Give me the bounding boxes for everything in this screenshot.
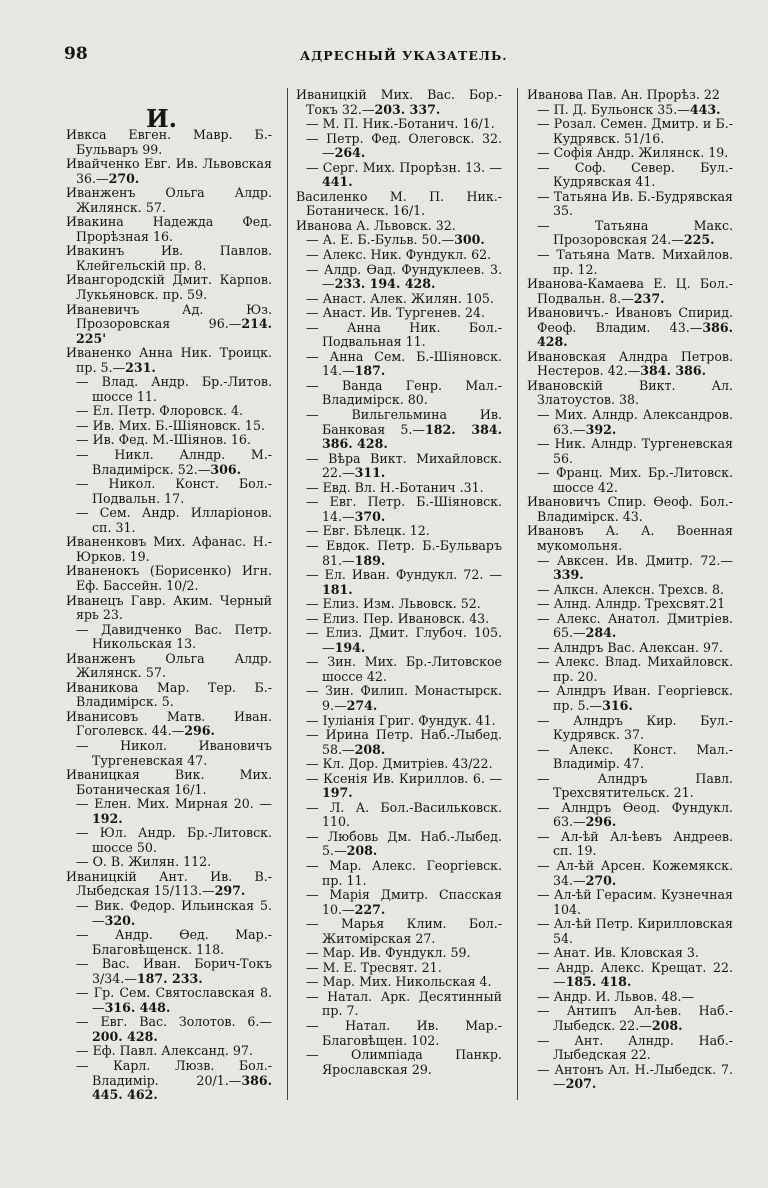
directory-entry: — Софія Андр. Жилянск. 19. (537, 145, 729, 161)
directory-entry: — Ал-ѣй Петр. Кирилловская 54. (537, 916, 733, 946)
directory-entry: — Марья Клим. Бол.-Житомірская 27. (306, 916, 502, 946)
directory-entry: — Никол. Ивановичъ Тургеневская 47. (76, 737, 272, 768)
directory-entry: — Ирина Петр. Наб.-Лыбед. 58.—208. (306, 727, 502, 757)
directory-entry: — Никл. Алндр. М.-Владимірск. 52.—306. (76, 447, 272, 477)
directory-entry: — Ив. Фед. М.-Шіянов. 16. (76, 432, 251, 448)
directory-entry: — Мар. Алекс. Георгіевск. пр. 11. (306, 857, 502, 888)
directory-entry: — Анат. Ив. Кловская 3. (537, 945, 699, 961)
directory-entry: — Никол. Конст. Бол.-Подвальн. 17. (76, 476, 272, 506)
directory-entry: — Алндръ Кир. Бул.-Кудрявск. 37. (537, 712, 733, 743)
directory-entry: Иваневичъ Ад. Юз. Прозоровская 96.—214. 225' (66, 301, 272, 346)
directory-entry: — Вѣра Викт. Михайловск. 22.—311. (306, 450, 502, 481)
directory-entry: — Ксенія Ив. Кириллов. 6. —197. (306, 770, 502, 801)
directory-entry: — Олимпіада Панкр. Ярославская 29. (306, 1047, 502, 1077)
directory-entry: — Ел. Иван. Фундукл. 72. —181. (306, 567, 502, 597)
directory-entry: — Розал. Семен. Дмитр. и Б.-Кудрявск. 51/16. (537, 116, 733, 146)
directory-entry: — О. В. Жилян. 112. (76, 854, 212, 870)
column-3 (527, 88, 733, 1092)
directory-entry: — Алекс. Конст. Мал.-Владимір. 47. (537, 741, 733, 772)
directory-entry: Василенко М. П. Ник.-Ботаническ. 16/1. (296, 188, 502, 219)
directory-entry: Иванецъ Гавр. Аким. Черный ярь 23. (66, 592, 272, 623)
directory-entry: — Татьяна Матв. Михайлов. пр. 12. (537, 247, 733, 277)
directory-entry: — Ал-ѣй Ал-ѣевъ Андреев. сп. 19. (537, 828, 733, 859)
directory-entry: Иваненко Анна Ник. Троицк. пр. 5.—231. (66, 345, 272, 375)
directory-entry: — Андр. Өед. Мар.-Благовѣщенск. 118. (76, 927, 272, 957)
directory-entry: — Алндръ Иван. Георгіевск. пр. 5.—316. (537, 683, 733, 713)
directory-entry: — Анаст. Алек. Жилян. 105. (306, 290, 494, 306)
directory-entry: Ивановскій Викт. Ал. Златоустов. 38. (527, 377, 733, 408)
directory-entry: — Серг. Мих. Прорѣзн. 13. —441. (306, 159, 502, 190)
directory-entry: — М. Е. Тресвят. 21. (306, 959, 442, 975)
directory-entry: — М. П. Ник.-Ботанич. 16/1. (306, 116, 495, 132)
directory-entry: — Андр. Алекс. Крещат. 22. —185. 418. (537, 959, 733, 990)
directory-entry: Иванова А. Львовск. 32. (296, 217, 456, 233)
directory-entry: — Елиз. Дмит. Глубоч. 105. —194. (306, 625, 502, 655)
column-1 (66, 128, 272, 1103)
directory-entry: — Петр. Фед. Олеговск. 32. —264. (306, 130, 502, 161)
directory-entry: Ивановъ А. А. Военная мукомольня. (527, 523, 733, 553)
directory-entry: — Алксн. Алексн. Трехсв. 8. (537, 581, 724, 597)
directory-entry: — Іуліанія Григ. Фундук. 41. (306, 712, 496, 728)
directory-entry: — Гр. Сем. Святославская 8.—316. 448. (76, 985, 272, 1015)
directory-entry: — Вильгельмина Ив. Банковая 5.—182. 384. 386. 428. (306, 407, 502, 452)
directory-entry: — Мих. Алндр. Александров. 63.—392. (537, 407, 733, 437)
directory-entry: — Авксен. Ив. Дмитр. 72.— 339. (537, 552, 733, 583)
directory-entry: — Зин. Филип. Монастырск. 9.—274. (306, 683, 502, 713)
directory-entry: — Алндръ Павл. Трехсвятительск. 21. (537, 770, 733, 801)
directory-entry: — Ванда Генр. Мал.-Владимірск. 80. (306, 377, 502, 408)
directory-entry: — Евд. Вл. Н.-Ботанич .31. (306, 479, 484, 495)
directory-entry: — Алндръ Вас. Алексан. 97. (537, 639, 724, 655)
directory-entry: — Анна Сем. Б.-Шіяновск. 14.—187. (306, 348, 502, 379)
directory-entry: Иваникова Мар. Тер. Б.-Владимірск. 5. (66, 679, 272, 710)
directory-entry: — П. Д. Бульонск 35.—443. (537, 101, 721, 117)
directory-entry: — Натал. Ив. Мар.-Благовѣщен. 102. (306, 1018, 502, 1048)
directory-entry: Ивангородскій Дмит. Карпов. Лукьяновск. пр. 59. (66, 272, 272, 303)
directory-entry: Иваненковъ Мих. Афанас. Н.-Юрков. 19. (66, 534, 272, 564)
directory-entry: Иваницкій Ант. Ив. В.-Лыбедская 15/113.—297. (66, 868, 272, 899)
directory-entry: Ивакинъ Ив. Павлов. Клейгельскій пр. 8. (66, 243, 272, 273)
directory-entry: Иванова-Камаева Е. Ц. Бол.-Подвальн. 8.—237. (527, 276, 733, 306)
directory-entry: — Мар. Мих. Никольская 4. (306, 974, 492, 990)
directory-entry: — Татьяна Ив. Б.-Будрявская 35. (537, 188, 733, 219)
directory-entry: — Алнд. Алндр. Трехсвят.21 (537, 596, 726, 612)
directory-entry: — Евг. Петр. Б.-Шіяновск. 14.—370. (306, 494, 502, 524)
directory-entry: Иванова Пав. Ан. Прорѣз. 22 (527, 87, 720, 102)
directory-entry: Ивкса Евген. Мавр. Б.-Бульваръ 99. (66, 127, 272, 157)
directory-entry: — Ант. Алндр. Наб.-Лыбедская 22. (537, 1032, 733, 1063)
directory-entry: — Любовь Дм. Наб.-Лыбед. 5.—208. (306, 828, 502, 859)
directory-entry: Иваненокъ (Борисенко) Игн. Еф. Бассейн. 10/2. (66, 563, 272, 593)
directory-entry: — Елиз. Изм. Львовск. 52. (306, 596, 481, 612)
directory-entry: — Анна Ник. Бол.-Подвальная 11. (306, 319, 502, 350)
directory-entry: Ивановичъ.- Ивановъ Спирид. Феоф. Владим. 43.—386. 428. (527, 305, 733, 350)
directory-entry: Иванженъ Ольга Алдр. Жилянск. 57. (66, 185, 272, 215)
letter-heading: И. (146, 104, 178, 133)
directory-entry: — Антонъ Ал. Н.-Лыбедск. 7.—207. (537, 1061, 733, 1092)
directory-entry: — Вик. Федор. Ильинская 5.—320. (76, 897, 272, 928)
directory-entry: — Ал-ѣй Арсен. Кожемякск. 34.—270. (537, 857, 733, 888)
directory-entry: — Франц. Мих. Бр.-Литовск. шоссе 42. (537, 465, 733, 495)
directory-entry: — Елиз. Пер. Ивановск. 43. (306, 610, 490, 626)
directory-entry: — Натал. Арк. Десятинный пр. 7. (306, 988, 502, 1019)
directory-entry: — А. Е. Б.-Бульв. 50.—300. (306, 232, 485, 248)
directory-entry: Ивановичъ Спир. Өеоф. Бол.-Владимірск. 43. (527, 494, 733, 524)
directory-entry: Иванисовъ Матв. Иван. Гоголевск. 44.—296. (66, 708, 272, 739)
directory-entry: — Мар. Ив. Фундукл. 59. (306, 945, 471, 961)
directory-entry: — Алекс. Ник. Фундукл. 62. (306, 247, 492, 263)
directory-entry: — Ал-ѣй Герасим. Кузнечная 104. (537, 887, 733, 917)
column-2 (296, 88, 502, 1077)
directory-entry: — Евдок. Петр. Б.-Бульваръ 81.—189. (306, 537, 502, 568)
directory-entry: — Марія Дмитр. Спасская 10.—227. (306, 887, 502, 917)
directory-entry: — Ник. Алндр. Тургеневская 56. (537, 436, 733, 466)
column-rule (287, 88, 288, 1100)
directory-entry: — Евг. Вас. Золотов. 6.— 200. 428. (76, 1014, 272, 1044)
directory-entry: — Андр. И. Львов. 48.— (537, 988, 695, 1004)
directory-entry: — Елен. Мих. Мирная 20. —192. (76, 796, 272, 826)
directory-entry: — Ел. Петр. Флоровск. 4. (76, 403, 243, 419)
running-head: АДРЕСНЫЙ УКАЗАТЕЛЬ. (300, 48, 508, 63)
page-number: 98 (64, 44, 88, 64)
directory-entry: — Вас. Иван. Борич-Токъ 3/34.—187. 233. (76, 956, 272, 986)
directory-entry: Иваницкая Вик. Мих. Ботаническая 16/1. (66, 767, 272, 797)
directory-entry: Ивановская Алндра Петров. Нестеров. 42.—384. 386. (527, 348, 733, 379)
directory-entry: — Карл. Люзв. Бол.-Владимір. 20/1.—386. 445. 462. (76, 1058, 272, 1103)
directory-entry: — Зин. Мих. Бр.-Литовское шоссе 42. (306, 654, 502, 684)
directory-entry: — Алекс. Анатол. Дмитріев. 65.—284. (537, 610, 733, 641)
directory-entry: — Кл. Дор. Дмитріев. 43/22. (306, 756, 493, 772)
directory-entry: — Л. А. Бол.-Васильковск. 110. (306, 799, 502, 830)
directory-entry: Ивайченко Евг. Ив. Львовская 36.—270. (66, 156, 272, 186)
directory-entry: — Антипъ Ал-ѣев. Наб.-Лыбедск. 22.—208. (537, 1003, 733, 1033)
directory-entry: — Влад. Андр. Бр.-Литов. шоссе 11. (76, 374, 272, 404)
directory-entry: — Сем. Андр. Илларіонов. сп. 31. (76, 505, 272, 535)
directory-entry: — Алдр. Өад. Фундуклеев. 3. —233. 194. 428. (306, 261, 502, 292)
directory-entry: — Алекс. Влад. Михайловск. пр. 20. (537, 654, 733, 684)
column-rule (517, 88, 518, 1100)
directory-entry: — Евг. Бѣлецк. 12. (306, 523, 430, 539)
directory-entry: — Еф. Павл. Александ. 97. (76, 1043, 253, 1059)
directory-entry: — Юл. Андр. Бр.-Литовск. шоссе 50. (76, 825, 272, 855)
directory-entry: Иваницкій Мих. Вас. Бор.-Токъ 32.—203. 337. (296, 87, 502, 117)
directory-entry: — Алндръ Өеод. Фундукл. 63.—296. (537, 799, 733, 830)
directory-entry: — Соф. Север. Бул.-Кудрявская 41. (537, 159, 733, 190)
directory-entry: — Ив. Мих. Б.-Шіяновск. 15. (76, 417, 265, 433)
directory-entry: Ивакина Надежда Фед. Прорѣзная 16. (66, 214, 272, 244)
directory-entry: Иванженъ Ольга Алдр. Жилянск. 57. (66, 650, 272, 681)
directory-entry: — Татьяна Макс. Прозоровская 24.—225. (537, 217, 733, 248)
directory-entry: — Анаст. Ив. Тургенев. 24. (306, 305, 486, 321)
directory-entry: — Давидченко Вас. Петр. Никольская 13. (76, 621, 272, 652)
